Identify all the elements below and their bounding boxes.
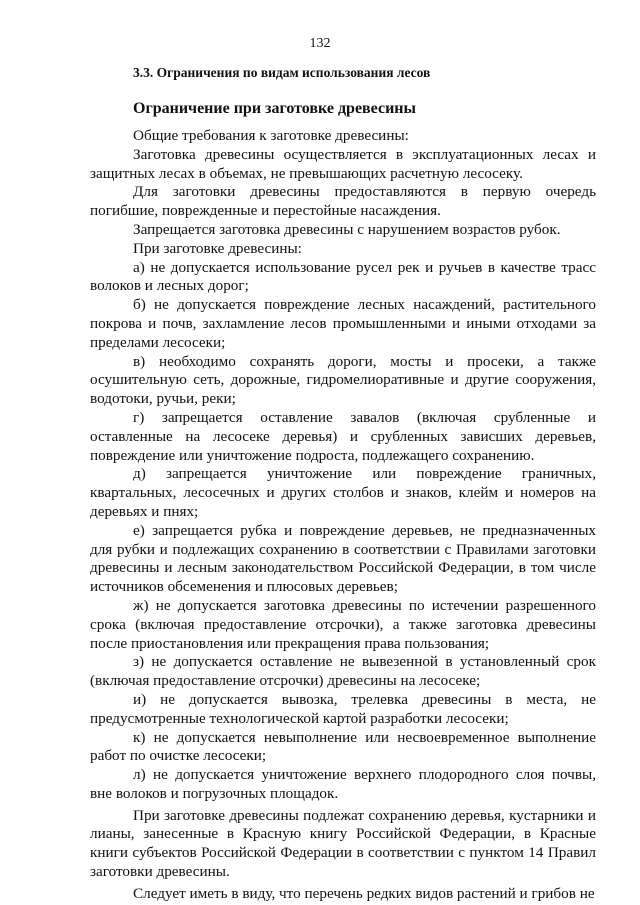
paragraph: Для заготовки древесины предоставляются в первую очередь погибшие, поврежденные и перестойные насаждения. xyxy=(90,183,596,220)
list-item: л) не допускается уничтожение верхнего плодородного слоя почвы, вне волоков и погрузочных площадок. xyxy=(90,766,596,802)
list-item: в) необходимо сохранять дороги, мосты и просеки, а также осушительную сеть, дорожные, гидромелиоративные и другие сооружения, водотоки, ручьи, реки; xyxy=(90,352,596,408)
paragraph: Следует иметь в виду, что перечень редких видов растений и грибов не xyxy=(133,884,595,902)
body-text xyxy=(90,127,596,904)
list-item: ж) не допускается заготовка древесины по истечении разрешенного срока (включая предоставление отсрочки), а также заготовка древесины после приостановления или прекращения права пользования; xyxy=(90,596,596,652)
list-item: е) запрещается рубка и повреждение деревьев, не предназначенных для рубки и подлежащих сохранению в соответствии с Правилами заготовки древесины и лесным законодательством Российской Федерации, в том числе источников обсеменения и плюсовых деревьев; xyxy=(90,521,596,596)
list-item: б) не допускается повреждение лесных насаждений, растительного покрова и почв, захламление лесов промышленными и иными отходами за пределами лесосеки; xyxy=(90,296,596,351)
paragraph: При заготовке древесины подлежат сохранению деревья, кустарники и лианы, занесенные в Красную книгу Российской Федерации, в Красные книги субъектов Российской Федерации в соответствии с пунктом 14 Правил заготовки древесины. xyxy=(90,806,596,881)
list-item: д) запрещается уничтожение или повреждение граничных, квартальных, лесосечных и других столбов и знаков, клейм и номеров на деревьях и пнях; xyxy=(90,465,596,520)
section-title: 3.3. Ограничения по видам использования лесов xyxy=(133,65,431,80)
paragraph: Запрещается заготовка древесины с нарушением возрастов рубок. xyxy=(133,220,561,238)
paragraph: Общие требования к заготовке древесины: xyxy=(133,127,409,144)
subheading: Ограничение при заготовке древесины xyxy=(133,100,417,117)
list-item: г) запрещается оставление завалов (включая срубленные и оставленные на лесосеке деревья) и срубленных зависших деревьев, повреждение или уничтожение подроста, подлежащего сохранению. xyxy=(90,408,596,464)
list-item: и) не допускается вывозка, трелевка древесины в места, не предусмотренные технологической картой разработки лесосеки; xyxy=(90,690,596,727)
list-item: з) не допускается оставление не вывезенной в установленный срок (включая предоставление отсрочки) древесины на лесосеке; xyxy=(90,653,596,690)
page-number: 132 xyxy=(309,36,331,51)
list-item: а) не допускается использование русел рек и ручьев в качестве трасс волоков и лесных дорог; xyxy=(90,258,596,295)
paragraph: Заготовка древесины осуществляется в эксплуатационных лесах и защитных лесах в объемах, не превышающих расчетную лесосеку. xyxy=(90,145,596,182)
list-item: к) не допускается невыполнение или несвоевременное выполнение работ по очистке лесосеки; xyxy=(90,728,596,765)
paragraph: При заготовке древесины: xyxy=(133,239,302,257)
